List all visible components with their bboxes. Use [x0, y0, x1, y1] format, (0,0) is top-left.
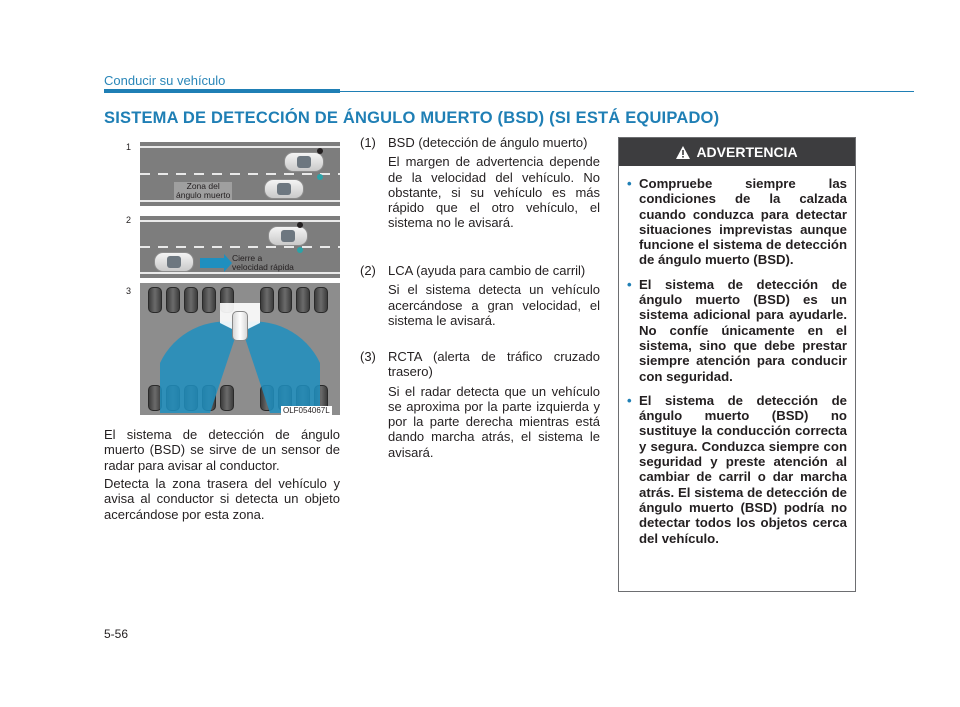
page-title: SISTEMA DE DETECCIÓN DE ÁNGULO MUERTO (BSD) (SI ESTÁ EQUIPADO) [104, 109, 720, 127]
item-number: (2) [360, 263, 376, 278]
road-panel-2 [140, 216, 340, 278]
warning-header [619, 138, 855, 166]
warning-box [618, 137, 856, 592]
section-bar-thin [340, 91, 914, 92]
detection-paragraph: Detecta la zona trasera del vehículo y avisa al conductor si detecta un objeto acercándose por esta zona. [104, 476, 340, 522]
list-item-bsd [360, 135, 600, 260]
sensor-dot [317, 174, 323, 180]
warning-triangle-icon [676, 146, 690, 159]
radar-zones [140, 283, 340, 415]
warning-item: • El sistema de detección de ángulo muerto (BSD) no sustituye la conducción correcta y segura. Conduzca siempre con seguridad y preste atención al cambiar de carril o dar marcha atrás. El sistema de detección de ángulo muerto (BSD) podría no detectar todos los objetos cerca del vehículo. [627, 392, 847, 546]
warning-item: • Compruebe siempre las condiciones de la calzada cuando conduzca para detectar situaciones imprevistas aunque funcione el sistema de detección de ángulo muerto (BSD). [627, 176, 847, 268]
own-vehicle [268, 226, 308, 246]
item-title: RCTA (alerta de tráfico cruzado trasero) [388, 349, 600, 380]
figure-code: OLF054067L [283, 406, 330, 415]
sensor-dot [297, 222, 303, 228]
parking-panel-3 [140, 283, 340, 415]
own-vehicle [264, 179, 304, 199]
page-number: 5-56 [104, 627, 129, 641]
sensor-dot [297, 247, 303, 253]
blind-spot-zone-label: Zona del ángulo muerto [176, 181, 231, 200]
list-item-rcta [360, 349, 600, 464]
road-panel-1 [140, 142, 340, 206]
approach-arrow-icon [200, 258, 224, 268]
approaching-vehicle [154, 252, 194, 272]
sensor-dot [317, 148, 323, 154]
panel-number-3: 3 [126, 286, 132, 296]
warning-item: • El sistema de detección de ángulo muerto (BSD) es un sistema adicional para ayudarle. No confíe únicamente en el sistema, sino que debe prestar siempre atención para conducir con seguridad. [627, 276, 847, 384]
warning-title: ADVERTENCIA [696, 144, 798, 160]
item-description: El margen de advertencia depende de la velocidad del vehículo. No obstante, si su vehículo es más rápido que el otro vehículo, el sistema no le avisará. [388, 154, 600, 231]
own-vehicle [232, 311, 248, 341]
vehicle-right-lane [284, 152, 324, 172]
section-title: Conducir su vehículo [104, 73, 226, 88]
item-number: (1) [360, 135, 376, 150]
list-item-lca [360, 263, 600, 348]
panel-number-1: 1 [126, 142, 132, 152]
panel-number-2: 2 [126, 215, 132, 225]
item-description: Si el radar detecta que un vehículo se aproxima por la parte izquierda y por la parte derecha mientras está dando marcha atrás, el sistema le avisará. [388, 383, 600, 460]
item-number: (3) [360, 349, 376, 364]
section-bar-thick [104, 89, 340, 93]
warning-list [619, 166, 855, 546]
item-description: Si el sistema detecta un vehículo acercándose a gran velocidad, el sistema le avisará. [388, 282, 600, 328]
bsd-illustration [116, 138, 341, 423]
intro-paragraph: El sistema de detección de ángulo muerto (BSD) se sirve de un sensor de radar para avisar al conductor. [104, 427, 340, 473]
closing-speed-label: Cierre a velocidad rápida [232, 253, 294, 272]
item-title: LCA (ayuda para cambio de carril) [388, 263, 586, 278]
item-title: BSD (detección de ángulo muerto) [388, 135, 588, 150]
